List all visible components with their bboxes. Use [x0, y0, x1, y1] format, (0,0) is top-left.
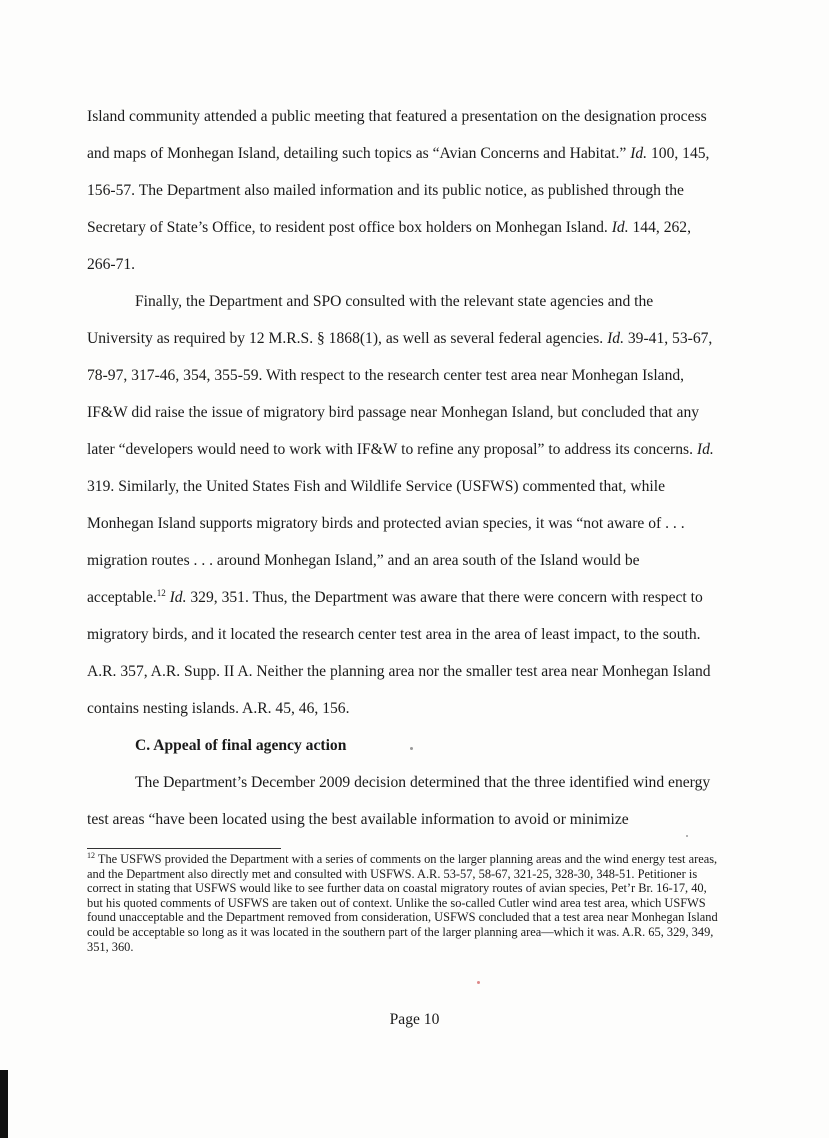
paragraph-3: The Department’s December 2009 decision determined that the three identified wind energy test areas “have been located using the best available information to avoid or minimize — [87, 774, 711, 828]
citation-id: Id. — [611, 219, 629, 236]
scan-edge-shadow — [0, 1070, 8, 1138]
scan-speck — [686, 835, 688, 837]
footnote-number: 12 — [87, 850, 95, 860]
footnote-separator — [87, 848, 281, 849]
scan-speck — [477, 981, 480, 984]
citation-id: Id. — [696, 441, 714, 458]
page-number: Page 10 — [389, 1011, 440, 1028]
citation-id: Id. — [630, 145, 648, 162]
citation-id: Id. — [607, 330, 624, 347]
footnote-reference: 12 — [156, 587, 166, 598]
scan-speck — [410, 747, 413, 750]
footnote — [87, 852, 723, 954]
footnote-text: The USFWS provided the Department with a series of comments on the larger planning areas and the wind energy test areas, and the Department also directly met and consulted with USFWS. A.R. 53-57, 58-67, 321-25, 328-30, 348-51. Petitioner is correct in stating that USFWS would like to see further data on coastal migratory routes of avian species, Pet’r Br. 16-17, 40, but his quoted comments of USFWS are taken out of context. Unlike the so-called Cutler wind area test area, which USFWS found unacceptable and the Department removed from consideration, USFWS concluded that a test area near Monhegan Island could be acceptable so long as it was located in the southern part of the larger planning area—which it was. A.R. 65, 329, 349, 351, 360. — [87, 852, 718, 954]
citation-id: Id. — [169, 589, 187, 606]
body-text — [87, 98, 715, 838]
paragraph-1: Island community attended a public meeting that featured a presentation on the designation process and maps of Monhegan Island, detailing such topics as “Avian Concerns and Habitat.” Id. 100, 145, 156-57. The Department also mailed information and its public notice, as published through the Secretary of State’s Office, to resident post office box holders on Monhegan Island. Id. 144, 262, 266-71. — [87, 108, 710, 273]
section-heading: C. Appeal of final agency action — [135, 737, 347, 754]
paragraph-2: Finally, the Department and SPO consulted with the relevant state agencies and the University as required by 12 M.R.S. § 1868(1), as well as several federal agencies. Id. 39-41, 53-67, 78-97, 317-46, 354, 355-59. With respect to the research center test area near Monhegan Island, IF&W did raise the issue of migratory bird passage near Monhegan Island, but concluded that any later “developers would need to work with IF&W to refine any proposal” to address its concerns. Id. 319. Similarly, the United States Fish and Wildlife Service (USFWS) commented that, while Monhegan Island supports migratory birds and protected avian species, it was “not aware of . . . migration routes . . . around Monhegan Island,” and an area south of the Island would be acceptable.$^{12}$ Id. 329, 351. Thus, the Department was aware that there were concern with respect to migratory birds, and it located the research center test area in the area of least impact, to the south. A.R. 357, A.R. Supp. II A. Neither the planning area nor the smaller test area near Monhegan Island contains nesting islands. A.R. 45, 46, 156. — [87, 293, 714, 717]
